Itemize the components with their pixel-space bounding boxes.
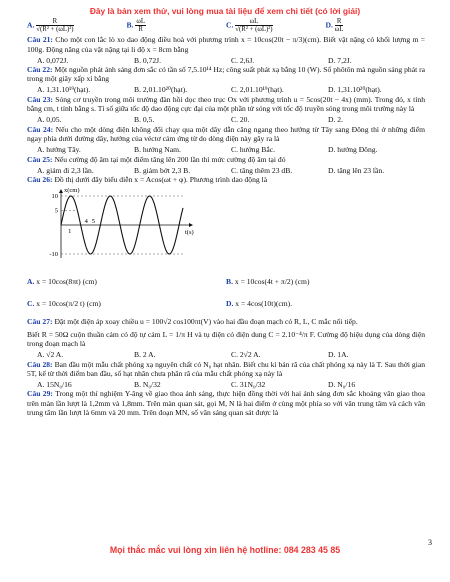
x-tick-1: 1	[68, 227, 72, 235]
option-a-fraction: $\frac{R}{\text{√(R² + (ωL)²)}}$	[36, 18, 74, 34]
question-23: Câu 23: Sóng cơ truyền trong môi trường đàn hồi dọc theo trục Ox với phương trình u = 5cos(20t − 4x) (mm). Trong đó, x tính bằng cm, t tính bằng s. Tỉ số giữa tốc độ dao động cực đại của một phần tử sóng với tốc độ truyền sóng trong môi trường này là	[27, 94, 425, 114]
page-number: 3	[428, 538, 432, 547]
x-axis-label: t(s)	[185, 228, 194, 236]
option-b-fraction: $\frac{\omega L}{R}$	[136, 18, 146, 34]
option-b-label: B.	[126, 20, 134, 30]
answer-option: C. tăng thêm 23 dB.	[231, 165, 293, 175]
q27-option-b: B. 2 A.	[134, 350, 156, 360]
question-28: Câu 28: Ban đầu một mẫu chất phóng xạ nguyên chất có N₀ hạt nhân. Biết chu kì bán rã của chất phóng xạ này là T. Sau thời gian 5T, kể từ thời điểm ban đầu, số hạt nhân chưa phân rã của mẫu chất phóng xạ này là	[27, 359, 426, 378]
q28-option-d: D. N₀/16	[328, 379, 356, 389]
answer-option: B. 0,5.	[134, 115, 155, 125]
question-list	[27, 35, 425, 175]
q26-option-c-label: C.	[27, 298, 35, 308]
answer-option: C. 2,01.10¹⁹(hạt).	[231, 85, 284, 95]
answer-option: D. tăng lên 23 lần.	[328, 165, 385, 175]
question-29: Câu 29: Trong một thí nghiệm Y-âng về giao thoa ánh sáng, thực hiện đồng thời với hai ánh sáng đơn sắc khoảng vân giao thoa trên màn lần lượt là 1,2mm và 1,8mm. Trên màn quan sát, gọi M, N là hai điểm ở cùng một phía so với vân trung tâm và cách vân trung tâm lần lượt là 6mm và 20 mm. Trên đoạn MN, số vân sáng quan sát được là	[27, 389, 426, 418]
q26-options-row2	[27, 292, 425, 314]
q27-options	[37, 350, 425, 359]
q22-options	[37, 85, 425, 94]
q21-options	[37, 56, 425, 65]
q28-option-c: C. 31N₀/32	[231, 379, 266, 389]
q25-options	[37, 166, 425, 175]
q26-option-c: x = 10cos(π/2 t) (cm)	[36, 298, 101, 308]
page-content	[27, 18, 425, 419]
question-21: Câu 21: Cho một con lắc lò xo dao động điều hoà với phương trình x = 10cos(20t − π/3)(cm). Biết vật nặng có khối lượng m = 100g. Động năng của vật nặng tại li độ x = 8cm bằng	[27, 35, 425, 54]
answer-option: C. 20.	[231, 115, 250, 125]
answer-option: B. giảm bớt 2,3 B.	[134, 165, 191, 175]
question-25: Câu 25: Nếu cường độ âm tại một điểm tăng lên 200 lần thì mức cường độ âm tại đó	[27, 154, 286, 164]
q27-option-d: D. 1A.	[328, 350, 349, 360]
q24-options	[37, 145, 425, 154]
option-a-label: A.	[27, 20, 35, 30]
question-27: Câu 27: Đặt một điện áp xoay chiều u = 100√2 cos100πt(V) vào hai đầu đoạn mạch có R, L, C mắc nối tiếp.	[27, 317, 358, 327]
answer-option: D. 1,31.10²⁰(hạt).	[328, 85, 382, 95]
hotline-notice: Mọi thắc mắc vui lòng xin liên hệ hotline: 084 283 45 85	[109, 545, 341, 555]
q26-option-a: x = 10cos(8πt) (cm)	[36, 276, 97, 286]
q26-option-d-label: D.	[226, 298, 234, 308]
q28-option-b: B. N₀/32	[134, 379, 161, 389]
q26-option-b: x = 10cos(4t + π/2) (cm)	[234, 276, 310, 286]
y-tick-min: -10	[49, 250, 58, 258]
option-c-fraction: $\frac{\omega L}{\text{√(R² + (ωL)²)}}$	[235, 18, 273, 34]
option-d-fraction: $\frac{R}{\omega L}$	[334, 18, 344, 34]
answer-option: D. hướng Đông.	[328, 145, 378, 155]
x-tick-4: 4	[84, 217, 88, 225]
question-22: Câu 22: Một nguồn phát ánh sáng đơn sắc có tần số 7,5.10¹⁴ Hz; công suất phát xạ bằng 10 (W). Số phôtôn mà nguồn sáng phát ra trong một giây xấp xỉ bằng	[27, 65, 425, 84]
option-c-label: C.	[226, 20, 234, 30]
question-27-cont: Biết R = 50Ω cuộn thuần cảm có độ tự cảm L = 1/π H và tụ điện có điện dung C = 2.10⁻⁴/π F. Cường độ hiệu dụng của dòng điện trong đoạn mạch là	[27, 329, 425, 349]
answer-option: C. 2,6J.	[231, 55, 255, 65]
answer-option: D. 7,2J.	[328, 55, 352, 65]
answer-option: D. 2.	[328, 115, 343, 125]
q23-options	[37, 115, 425, 124]
option-d-label: D.	[325, 20, 333, 30]
q27-option-a: A. √2 A.	[37, 350, 64, 360]
answer-option: C. hướng Bắc.	[231, 145, 275, 155]
question-24: Câu 24: Nếu cho một dòng điện không đổi chạy qua một dây dẫn căng ngang theo hướng từ Tây sang Đông thì ở những điểm ngay phía dưới đường dây, hướng của véctơ cảm ứng từ do dòng điện này gây ra là	[27, 124, 426, 144]
q26-option-d: x = 4cos(10t)(cm).	[235, 298, 293, 308]
y-axis-label: x(cm)	[64, 187, 80, 194]
answer-option: A. hướng Tây.	[37, 145, 81, 155]
x-arrow	[189, 223, 193, 227]
answer-option: A. giảm đi 2,3 lần.	[37, 165, 94, 175]
answer-option: A. 0,072J.	[37, 55, 69, 65]
q28-options	[37, 380, 425, 389]
q20-options	[27, 18, 425, 33]
answer-option: A. 0,05.	[37, 115, 62, 125]
y-tick-max: 10	[51, 192, 58, 200]
q26-option-a-label: A.	[27, 276, 35, 286]
answer-option: A. 1,31.10¹⁹(hạt).	[37, 85, 91, 95]
answer-option: B. 0,72J.	[134, 55, 162, 65]
answer-option: B. hướng Nam.	[134, 145, 181, 155]
y-arrow	[59, 189, 63, 193]
x-tick-5: 5	[91, 217, 95, 225]
preview-notice: Đây là bản xem thử, vui lòng mua tài liệu để xem chi tiết (có lời giải)	[89, 6, 361, 16]
q26-option-b-label: B.	[226, 276, 233, 286]
y-tick-half: 5	[54, 207, 58, 215]
question-26: Câu 26: Đồ thị dưới đây biểu diễn x = Acos(ωt + φ). Phương trình dao động là	[27, 174, 268, 184]
oscillation-graph	[33, 188, 203, 266]
answer-option: B. 2,01.10²⁰(hạt).	[134, 85, 188, 95]
q27-option-c: C. 2√2 A.	[231, 350, 261, 360]
q28-option-a: A. 15N₀/16	[37, 379, 72, 389]
q26-options-row1	[27, 270, 425, 292]
